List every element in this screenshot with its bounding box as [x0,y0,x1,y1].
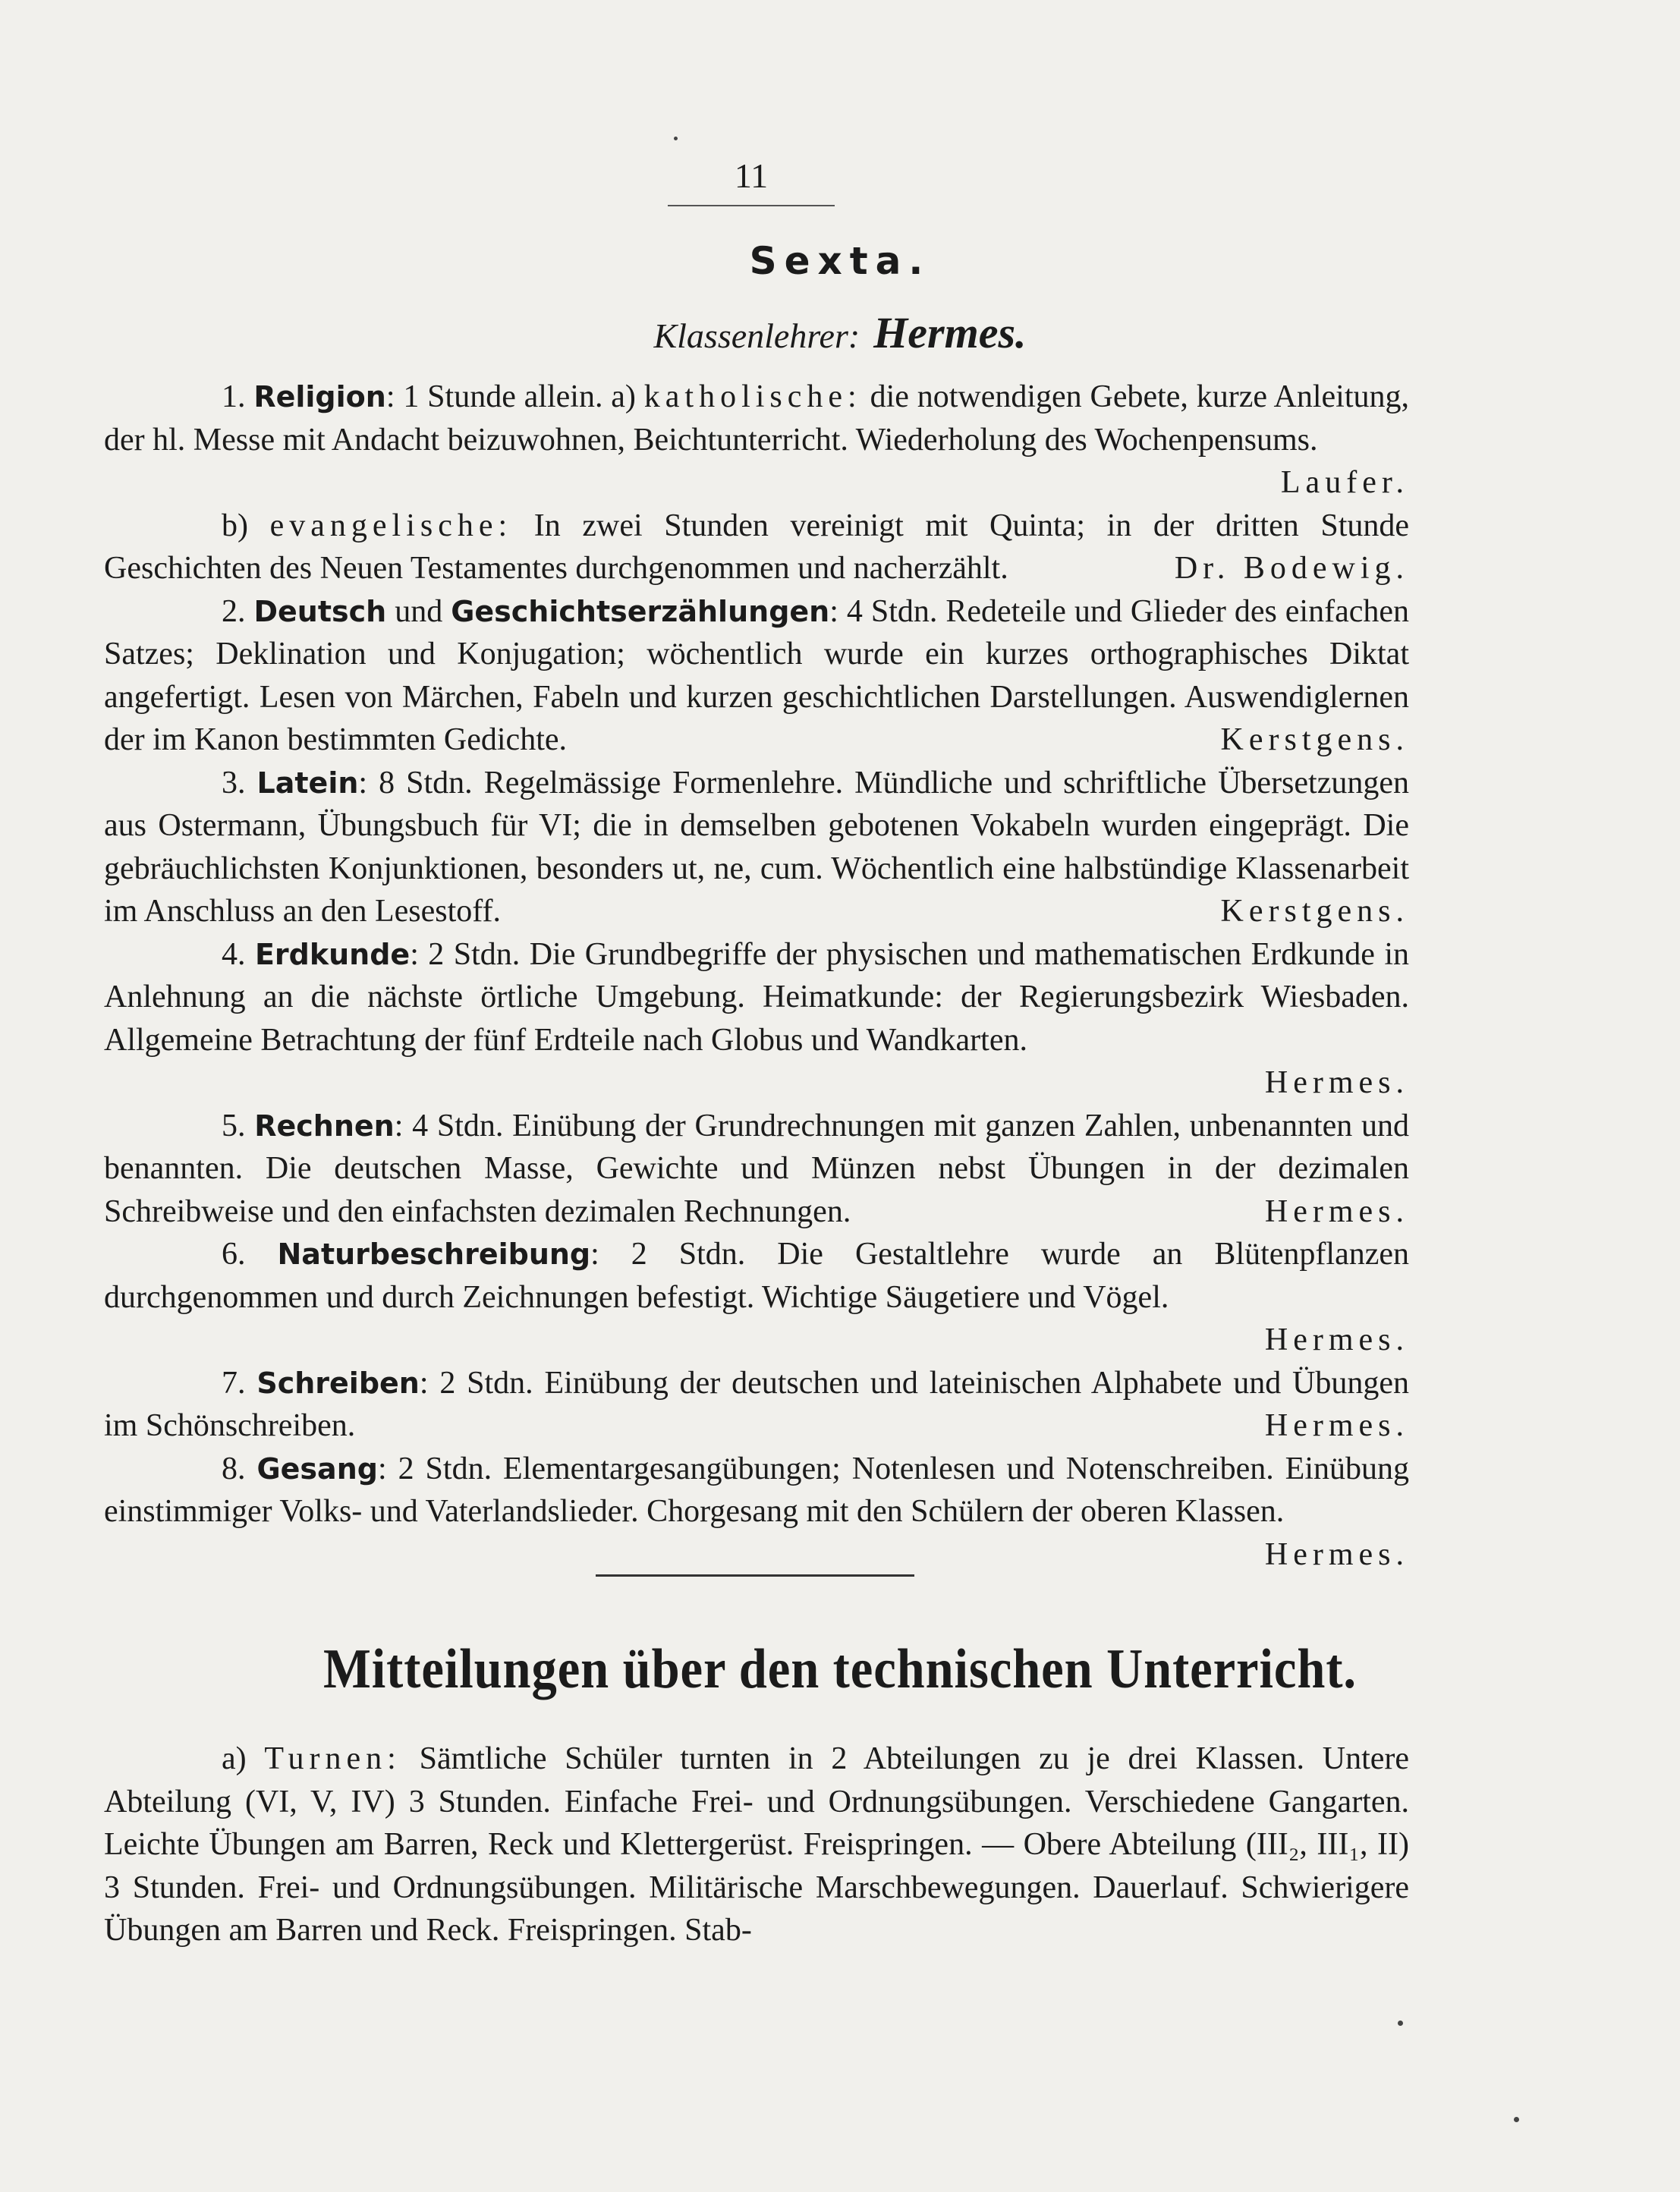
teacher-name: Hermes. [1264,1322,1409,1357]
subject-gesang [104,1448,1409,1572]
teacher-name: Hermes. [1264,1408,1409,1443]
subject-number: 1. [222,379,246,414]
subject-text: die notwendigen Gebete, kurze Anleitung, der hl. Messe mit Andacht beizuwohnen, Beichtunterricht. Wiederholung des Wochenpensums. [104,379,1410,458]
class-teacher-name: Hermes. [873,308,1027,357]
subject-text: : 4 Stdn. Redeteile und Glieder des einfachen Satzes; Deklination und Konjugation; wöchentlich wurde ein kurzes orthographisches Diktat angefertigt. Lesen von Märchen, Fabeln und kurzen geschichtlichen Darstellungen. Auswendiglernen der im Kanon bestimmten Gedichte. [104,593,1410,757]
print-speck [1514,2117,1519,2122]
subject-subtitle: evangelische: [269,508,513,543]
teacher-name: Kerstgens. [1220,894,1409,929]
subject-erdkunde [104,933,1409,1062]
technical-instruction-body [104,1738,1409,1952]
print-speck [674,137,678,140]
subject-number: 6. [222,1237,246,1272]
subject-number: 4. [222,936,246,972]
subject-number: b) [222,508,248,543]
class-teacher-line [0,307,1680,358]
teacher-name: Dr. Bodewig. [1174,551,1409,586]
subject-rechnen [104,1105,1409,1234]
subject-naturbeschreibung [104,1233,1409,1319]
teacher-name: Hermes. [1264,1193,1409,1229]
subject-number: 3. [222,765,246,800]
subject-title: Naturbeschreibung [277,1238,591,1271]
subject-subtitle: katholische: [643,379,862,414]
subject-text: und [395,593,443,629]
teacher-name: Laufer. [1280,465,1409,500]
subject-title: Latein [256,766,359,800]
subject-deutsch [104,590,1409,762]
subject-text: : 2 Stdn. Elementargesangübungen; Notenlesen und Notenschreiben. Einübung einstimmiger Volks- und Vaterlandslieder. Chorgesang mit den Schülern der oberen Klassen. [104,1451,1409,1529]
subject-latein [104,762,1409,933]
subject-text: : 8 Stdn. Regelmässige Formenlehre. Mündliche und schriftliche Übersetzungen aus Ostermann, Übungsbuch für VI; die in demselben gebotenen Vokabeln wurden eingeprägt. Die gebräuchlichsten Konjunktionen, besonders ut, ne, cum. Wöchentlich eine halbstündige Klassenarbeit im Anschluss an den Lesestoff. [104,765,1409,929]
class-teacher-label: Klassenlehrer: [653,316,860,355]
subject-title: Rechnen [254,1109,395,1143]
subject-title: Gesang [256,1451,378,1486]
subject-title: Religion [253,380,386,414]
subject-text: : 2 Stdn. Einübung der deutschen und lateinischen Alphabete und Übungen im Schönschreiben. [104,1365,1409,1443]
teacher-name: Kerstgens. [1220,722,1409,757]
subject-religion [104,376,1410,500]
subject-text: : 1 Stunde allein. a) [385,379,636,414]
subject-text: : 4 Stdn. Einübung der Grundrechnungen mit ganzen Zahlen, unbenannten und benannten. Die deutschen Masse, Gewichte und Münzen nebst Übungen in der dezimalen Schreibweise und den einfachsten dezimalen Rechnungen. [104,1108,1410,1229]
curriculum-body [104,376,1409,1576]
subject-title: Schreiben [256,1366,420,1400]
subject-title: Deutsch [253,594,387,628]
subject-text: In zwei Stunden vereinigt mit Quinta; in der dritten Stunde Geschichten des Neuen Testamentes durchgenommen und nacherzählt. [104,508,1410,586]
teacher-name: Hermes. [1264,1065,1409,1100]
teacher-name: Hermes. [1264,1536,1409,1572]
subject-text: Sämtliche Schüler turnten in 2 Abteilungen zu je drei Klassen. Untere Abteilung (VI, V, IV) 3 Stunden. Einfache Frei- und Ordnungsübungen. Verschiedene Gangarten. Leichte Übungen am Barren, Reck und Klettergerüst. Freispringen. — Obere Abteilung (III₂, III₁, II) 3 Stunden. Frei- und Ordnungsübungen. Militärische Marschbewegungen. Dauerlauf. Schwierigere Übungen am Barren und Reck. Freispringen. Stab- [104,1741,1410,1948]
page-number-rule [668,205,835,206]
subject-text: : 2 Stdn. Die Grundbegriffe der physischen und mathematischen Erdkunde in Anlehnung an die nächste örtliche Umgebung. Heimatkunde: der Regierungsbezirk Wiesbaden. Allgemeine Betrachtung der fünf Erdteile nach Globus und Wandkarten. [104,936,1409,1058]
subject-schreiben [104,1362,1409,1448]
subject-number: 5. [222,1108,246,1143]
section-divider [596,1574,914,1577]
print-speck [1398,2021,1403,2026]
subject-number: 7. [222,1365,246,1401]
subject-number: 8. [222,1451,246,1486]
subject-subtitle: Turnen: [264,1741,401,1776]
subject-title: Erdkunde [254,937,411,971]
technical-instruction-heading: Mitteilungen über den technischen Unterricht. [323,1638,1357,1700]
subject-religion-evangelical [104,505,1409,590]
page-number: 11 [734,156,769,195]
subject-text: : 2 Stdn. Die Gestaltlehre wurde an Blütenpflanzen durchgenommen und durch Zeichnungen befestigt. Wichtige Säugetiere und Vögel. [104,1237,1409,1315]
subject-number: a) [222,1741,247,1776]
subject-number: 2. [222,593,246,629]
subject-title: Geschichtserzählungen [451,594,830,628]
subject-turnen [104,1738,1409,1952]
section-title-sexta: Sexta. [749,239,931,283]
